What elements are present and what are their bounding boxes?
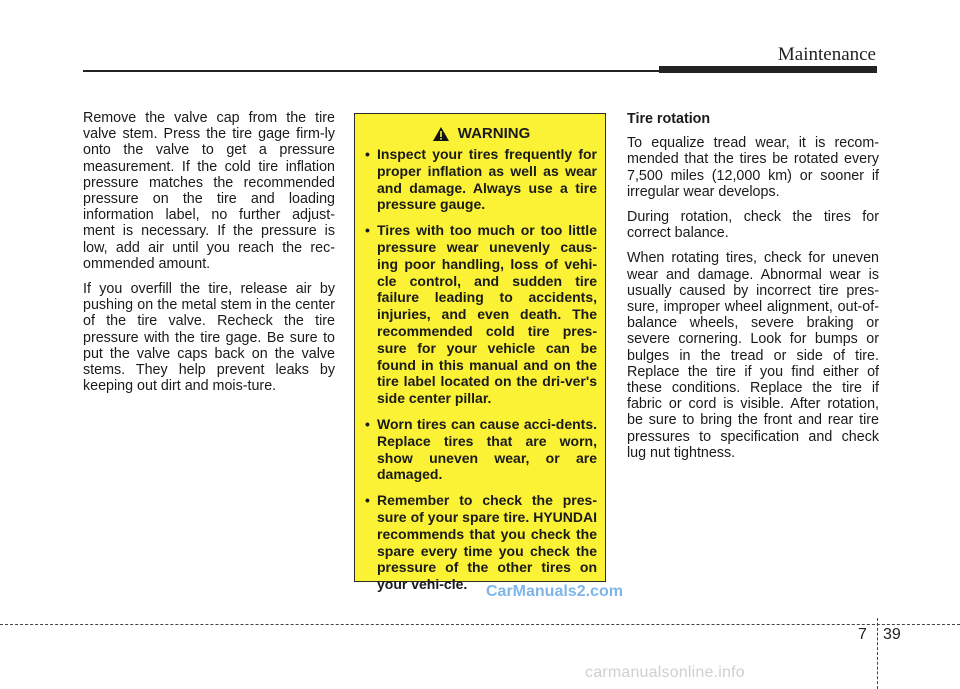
warning-triangle-icon	[432, 126, 450, 142]
footer-rule	[0, 624, 960, 625]
warning-title: WARNING	[457, 125, 531, 142]
warning-item	[365, 146, 597, 213]
paragraph: If you overfill the tire, release air by pushing on the metal stem in the center of the tire valve. Recheck the tire pressure with the tire gage. Be sure to put the valve caps back on the valve stems. They help prevent leaks by keeping out dirt and mois-ture.	[83, 281, 335, 395]
watermark-link[interactable]: CarManuals2.com	[486, 583, 623, 600]
left-column	[83, 110, 335, 403]
warning-item-text: Inspect your tires frequently for proper inflation as well as wear and damage. Always use a tire pressure gauge.	[377, 146, 597, 213]
right-column	[627, 111, 879, 470]
paragraph: To equalize tread wear, it is recom-mended that the tires be rotated every 7,500 miles (12,000 km) or sooner if irregular wear develops.	[627, 135, 879, 200]
paragraph: Remove the valve cap from the tire valve stem. Press the tire gage firm-ly onto the valve to get a pressure measurement. If the cold tire inflation pressure matches the recommended pressure on the tire and loading information label, no further adjust-ment is necessary. If the pressure is low, add air until you reach the rec-ommended amount.	[83, 110, 335, 272]
chapter-number: 7	[858, 626, 867, 643]
warning-header	[365, 125, 597, 142]
header-rule-accent	[659, 66, 877, 73]
warning-item	[365, 492, 597, 593]
bullet: •	[365, 146, 370, 162]
footer-divider	[877, 618, 878, 689]
header-rule	[83, 70, 663, 72]
paragraph: When rotating tires, check for uneven wear and damage. Abnormal wear is usually caused by incorrect tire pres-sure, improper wheel alignment, out-of-balance wheels, severe braking or severe cornering. Look for bumps or bulges in the tread or side of tire. Replace the tire if you find either of these conditions. Replace the tire if fabric or cord is visible. After rotation, be sure to bring the front and rear tire pressures to specification and check lug nut tightness.	[627, 250, 879, 461]
warning-list	[365, 146, 597, 593]
warning-item-text: Remember to check the pres-sure of your spare tire. HYUNDAI recommends that you check the spare every time you check the pressure of the other tires on your vehi-cle.	[377, 492, 597, 593]
bullet: •	[365, 222, 370, 239]
watermark-text: carmanualsonline.info	[585, 664, 745, 681]
warning-item	[365, 222, 597, 407]
warning-item-text: Tires with too much or too little pressure wear unevenly caus-ing poor handling, loss of vehi-cle control, and sudden tire failure leading to accidents, injuries, and even death. The recommended cold tire pres-sure for your vehicle can be found in this manual and on the tire label located on the dri-ver's side center pillar.	[377, 222, 597, 407]
bullet: •	[365, 492, 370, 509]
page-number: 39	[883, 626, 901, 643]
paragraph: During rotation, check the tires for correct balance.	[627, 209, 879, 242]
warning-item-text: Worn tires can cause acci-dents. Replace tires that are worn, show uneven wear, or are damaged.	[377, 415, 597, 483]
warning-item	[365, 416, 597, 483]
section-title: Maintenance	[777, 44, 876, 65]
bullet: •	[365, 415, 370, 432]
section-heading: Tire rotation	[627, 111, 711, 127]
